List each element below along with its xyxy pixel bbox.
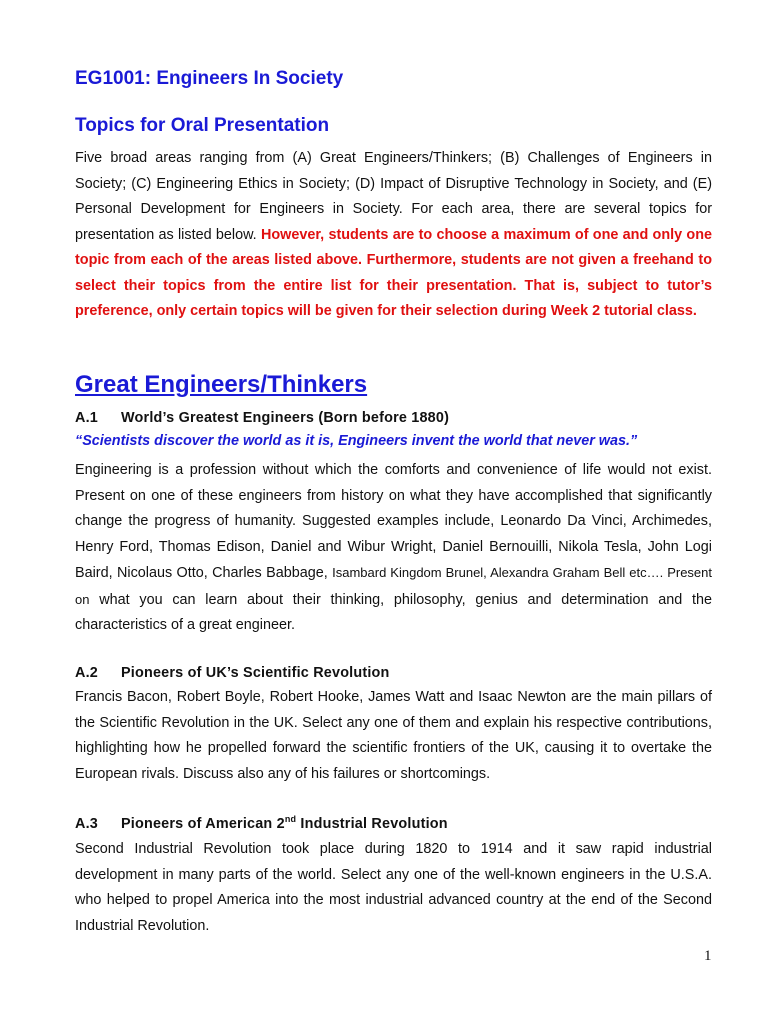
paragraph-a2: Francis Bacon, Robert Boyle, Robert Hooke, James Watt and Isaac Newton are the main pillars of the Scientific Revolution in the UK. Select any one of them and explain his respective contributions, highlighting how he propelled forward the scientific frontiers of the UK, causing it to overtake the European rivals. Discuss also any of his failures or shortcomings.	[75, 689, 712, 782]
quote-a1: “Scientists discover the world as it is, Engineers invent the world that never was.”	[75, 433, 638, 449]
paragraph-a1-end: what you can learn about their thinking, philosophy, genius and determination and the characteristics of a great engineer.	[75, 591, 712, 633]
subheading-a3-title-sup: nd	[284, 814, 297, 825]
subheading-a3-title-pre: Pioneers of American 2	[121, 816, 285, 832]
paragraph-a1-small: Isambard Kingdom Brunel, Alexandra Graham Bell etc…. Present on	[75, 565, 713, 607]
paragraph-a1-main: Engineering is a profession without which the comforts and convenience of life would not exist. Present on one of these engineers from history on what they have accomplished that significantly change the progress of humanity. Suggested examples include, Leonardo Da Vinci, Archimedes, Henry Ford, Thomas Edison, Daniel and Wibur Wright, Daniel Bernouilli, Nikola Tesla, John Logi Baird, Nicolaus Otto, Charles Babbage,	[75, 462, 712, 581]
intro-paragraph	[75, 146, 712, 325]
subheading-a1	[75, 410, 449, 426]
section-title-great-engineers: Great Engineers/Thinkers	[75, 371, 368, 398]
topics-title: Topics for Oral Presentation	[75, 115, 330, 136]
intro-text: Five broad areas ranging from (A) Great Engineers/Thinkers; (B) Challenges of Engineers in Society; (C) Engineering Ethics in Society; (D) Impact of Disruptive Technology in Society, and (E) Personal Development for Engineers in Society. For each area, there are several topics for presentation as listed below.	[75, 150, 712, 243]
subheading-a1-title: World’s Greatest Engineers (Born before 1880)	[121, 410, 450, 426]
intro-emphasis-text: However, students are to choose a maximum of one and only one topic from each of the areas listed above. Furthermore, students are not given a freehand to select their topics from the entire list for their presentation. That is, subject to tutor’s preference, only certain topics will be given for their selection during Week 2 tutorial class.	[75, 226, 712, 319]
subheading-a3	[75, 816, 448, 832]
course-title: EG1001: Engineers In Society	[75, 68, 344, 89]
subheading-a2	[75, 665, 390, 681]
paragraph-a3: Second Industrial Revolution took place during 1820 to 1914 and it saw rapid industrial development in many parts of the world. Select any one of the well-known engineers in the U.S.A. who helped to propel America into the most industrial advanced country at the end of the Second Industrial Revolution.	[75, 841, 712, 934]
subheading-a2-number: A.2	[75, 665, 98, 681]
subheading-a1-number: A.1	[75, 410, 98, 426]
paragraph-a1	[75, 458, 712, 639]
subheading-a3-number: A.3	[75, 816, 98, 832]
page-number: 1	[704, 948, 712, 964]
subheading-a2-title: Pioneers of UK’s Scientific Revolution	[121, 665, 390, 681]
subheading-a3-title-post: Industrial Revolution	[296, 816, 448, 832]
